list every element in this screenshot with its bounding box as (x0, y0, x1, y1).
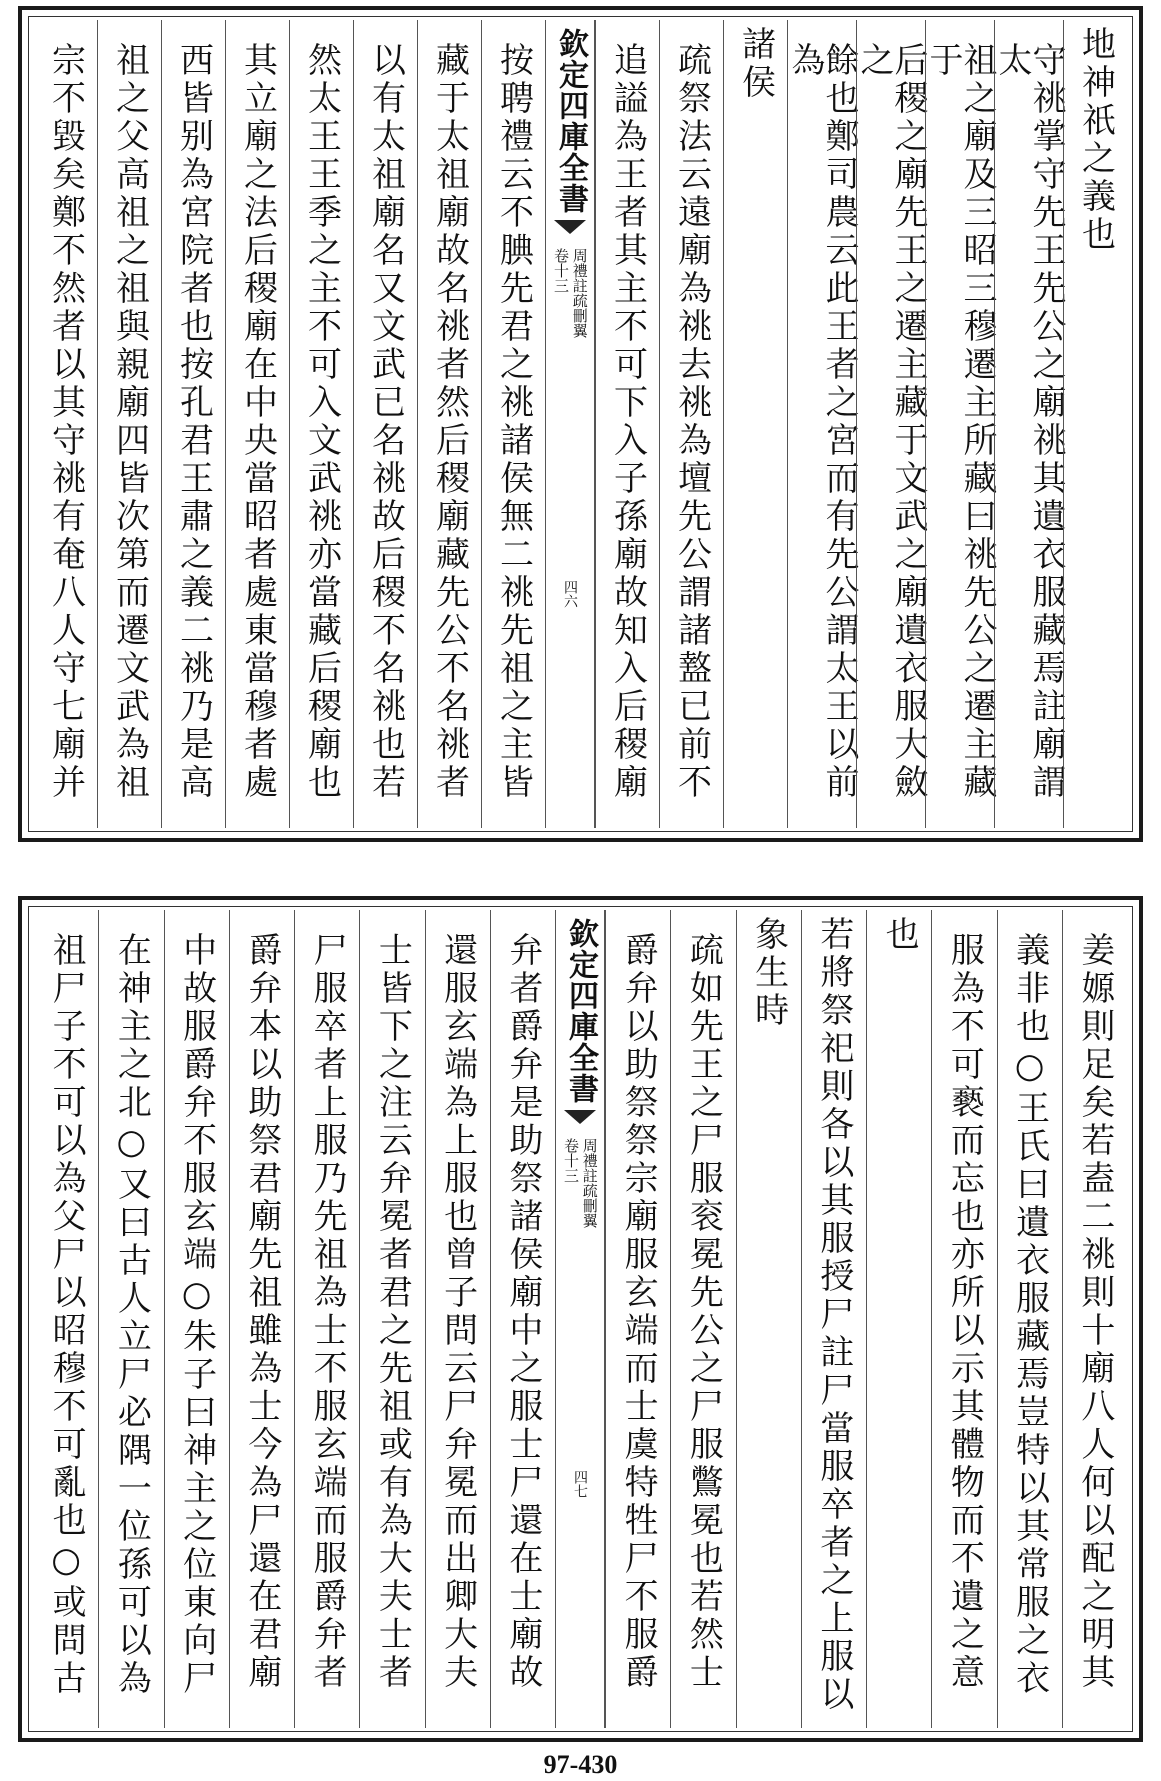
book-title: 欽定四庫全書 (553, 28, 588, 214)
text-column: 然太王王季之主不可入文武祧亦當藏后稷廟也 (289, 20, 353, 828)
text-column: 祖之父高祖之祖與親廟四皆次第而遷文武為祖 (97, 20, 161, 828)
text-column: 祖尸子不可以為父尸以昭穆不可亂也○或問古 (46, 932, 87, 1698)
text-column: 其立廟之法后稷廟在中央當昭者處東當穆者處 (225, 20, 289, 828)
text-column: 諸侯 (723, 20, 787, 828)
text-column: 服為不可褻而忘也亦所以示其體物而不遺之意 (931, 910, 996, 1728)
text-column: 藏于太祖廟故名祧者然后稷廟藏先公不名祧者 (417, 20, 481, 828)
leaf-number: 四七 (572, 1470, 588, 1498)
text-column: 地神祇之義也 (1063, 20, 1127, 828)
leaf-number: 四六 (562, 580, 578, 608)
book-title: 欽定四庫全書 (563, 918, 598, 1104)
text-column: 也 (866, 910, 931, 1728)
center-fold (555, 910, 605, 1728)
text-column: 姜嫄則足矣若盍二祧則十廟八人何以配之明其 (1062, 910, 1127, 1728)
work-title: 周禮註疏刪翼 (580, 1138, 599, 1228)
volume-label: 卷十三 (552, 248, 570, 293)
center-fold (545, 20, 595, 828)
text-column: 餘也鄭司農云此王者之宮而有先公謂太王以前為 (787, 20, 856, 828)
text-column: 象生時 (736, 910, 801, 1728)
text-column: 按聘禮云不腆先君之祧諸侯無二祧先祖之主皆 (481, 20, 545, 828)
upper-page-panel (18, 6, 1143, 842)
center-subtitle (561, 1138, 599, 1378)
volume-label: 卷十三 (562, 1138, 580, 1183)
text-column: 守祧掌守先王先公之廟祧其遺衣服藏焉註廟謂太 (994, 20, 1063, 828)
text-column: 在神主之北○又曰古人立尸必隅一位孫可以為 (98, 910, 163, 1728)
text-column: 尸服卒者上服乃先祖為士不服玄端而服爵弁者 (294, 910, 359, 1728)
text-column: 西皆别為宮院者也按孔君王肅之義二祧乃是高 (161, 20, 225, 828)
page-number: 97-430 (543, 1750, 618, 1779)
fish-tail-mark-icon (554, 220, 586, 234)
text-column: 爵弁以助祭祭宗廟服玄端而士虞特牲尸不服爵 (605, 910, 670, 1728)
text-column: 疏如先王之尸服衮冕先公之尸服鷩冕也若然士 (670, 910, 735, 1728)
text-column: 后稷之廟先王之遷主藏于文武之廟遺衣服大斂之 (856, 20, 925, 828)
text-column: 義非也○王氏曰遺衣服藏焉豈特以其常服之衣 (997, 910, 1062, 1728)
text-column: 士皆下之注云弁冕者君之先祖或有為大夫士者 (359, 910, 424, 1728)
fish-tail-mark-icon (564, 1110, 596, 1124)
text-column: 以有太祖廟名又文武已名祧故后稷不名祧也若 (353, 20, 417, 828)
lower-page-panel (18, 896, 1143, 1742)
text-column: 追謚為王者其主不可下入子孫廟故知入后稷廟 (595, 20, 659, 828)
text-column: 中故服爵弁不服玄端○朱子曰神主之位東向尸 (164, 910, 229, 1728)
text-column: 宗不毀矣鄭不然者以其守祧有奄八人守七廟并 (45, 42, 86, 802)
center-subtitle (551, 248, 589, 488)
text-column: 弁者爵弁是助祭諸侯廟中之服士尸還在士廟故 (490, 910, 555, 1728)
text-column: 若將祭祀則各以其服授尸註尸當服卒者之上服以 (801, 910, 866, 1728)
work-title: 周禮註疏刪翼 (570, 248, 589, 338)
text-column: 爵弁本以助祭君廟先祖雖為士今為尸還在君廟 (229, 910, 294, 1728)
text-column: 疏祭法云遠廟為祧去祧為壇先公謂諸盩已前不 (659, 20, 723, 828)
text-column: 還服玄端為上服也曾子問云尸弁冕而出卿大夫 (425, 910, 490, 1728)
text-column: 祖之廟及三昭三穆遷主所藏曰祧先公之遷主藏于 (925, 20, 994, 828)
